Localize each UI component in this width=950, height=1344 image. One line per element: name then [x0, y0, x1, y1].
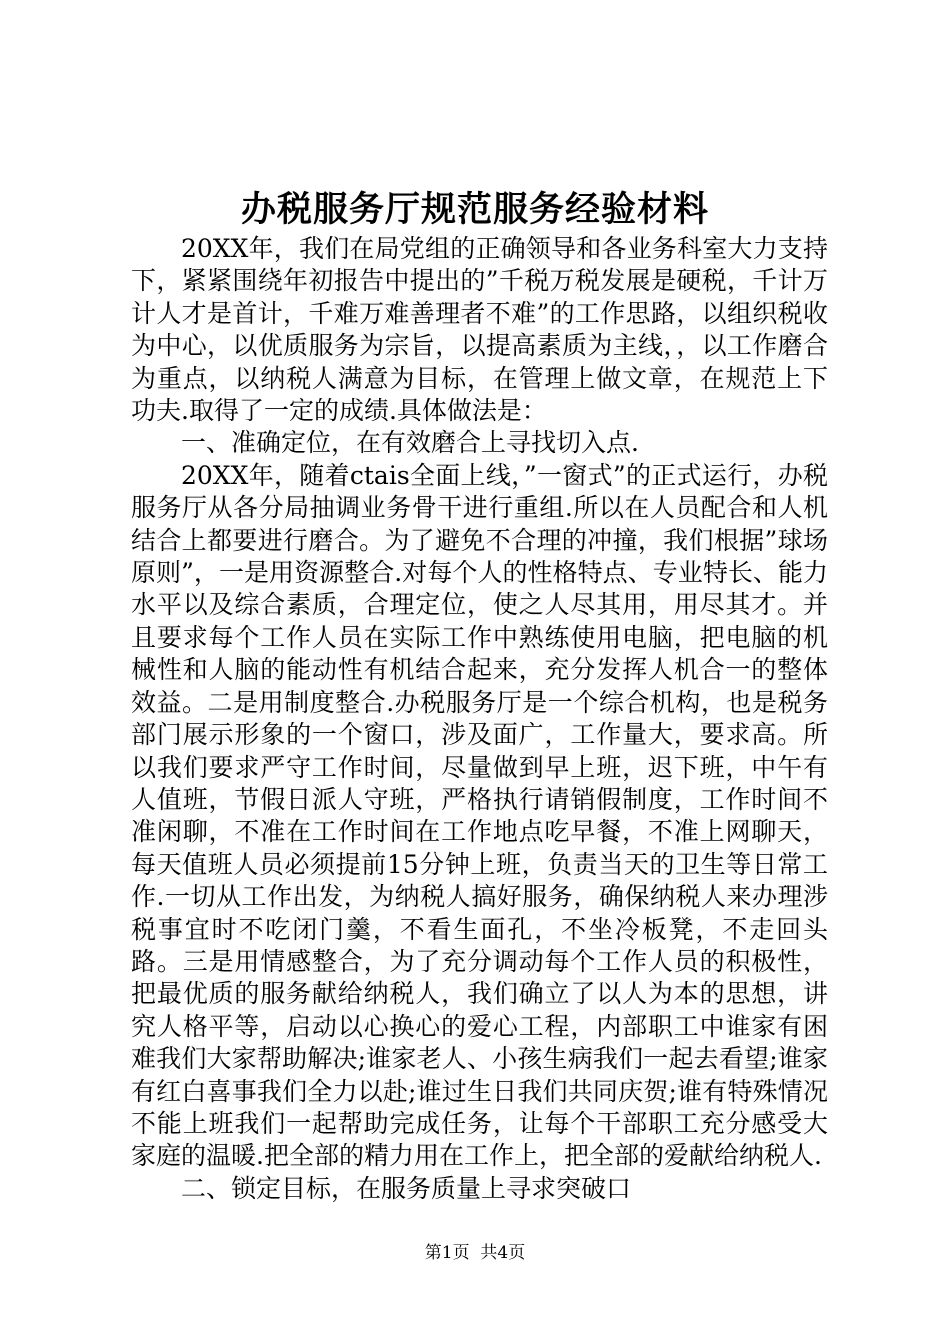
- document-body: [131, 233, 828, 1205]
- paragraph-intro: 20XX年，我们在局党组的正确领导和各业务科室大力支持下，紧紧围绕年初报告中提出的”千税万税发展是硬税，千计万计人才是首计，千难万难善理者不难”的工作思路，以组织税收为中心，以优质服务为宗旨，以提高素质为主线，，以工作磨合为重点，以纳税人满意为目标，在管理上做文章，在规范上下功夫.取得了一定的成绩.具体做法是：: [131, 234, 828, 426]
- document-title: 办税服务厅规范服务经验材料: [240, 189, 709, 230]
- section-heading-1: 一、准确定位，在有效磨合上寻找切入点.: [181, 428, 639, 458]
- paragraph-section-1: 20XX年，随着ctais全面上线，”一窗式”的正式运行，办税服务厅从各分局抽调业务骨干进行重组.所以在人员配合和人机结合上都要进行磨合。为了避免不合理的冲撞，我们根据”球场原则”，一是用资源整合.对每个人的性格特点、专业特长、能力水平以及综合素质，合理定位，使之人尽其用，用尽其才。并且要求每个工作人员在实际工作中熟练使用电脑，把电脑的机械性和人脑的能动性有机结合起来，充分发挥人机合一的整体效益。二是用制度整合.办税服务厅是一个综合机构，也是税务部门展示形象的一个窗口，涉及面广，工作量大，要求高。所以我们要求严守工作时间，尽量做到早上班，迟下班，中午有人值班，节假日派人守班，严格执行请销假制度，工作时间不准闲聊，不准在工作时间在工作地点吃早餐，不准上网聊天，每天值班人员必须提前15分钟上班，负责当天的卫生等日常工作.一切从工作出发，为纳税人搞好服务，确保纳税人来办理涉税事宜时不吃闭门羹，不看生面孔，不坐冷板凳，不走回头路。三是用情感整合，为了充分调动每个工作人员的积极性，把最优质的服务献给纳税人，我们确立了以人为本的思想，讲究人格平等，启动以心换心的爱心工程，内部职工中谁家有困难我们大家帮助解决;谁家老人、小孩生病我们一起去看望;谁家有红白喜事我们全力以赴;谁过生日我们共同庆贺;谁有特殊情况不能上班我们一起帮助完成任务，让每个干部职工充分感受大家庭的温暖.把全部的精力用在工作上，把全部的爱献给纳税人.: [131, 460, 828, 1171]
- page-footer: [0, 1241, 950, 1265]
- page-total: 共4页: [480, 1243, 526, 1263]
- page-number: 第1页: [424, 1243, 470, 1263]
- section-heading-2: 二、锁定目标，在服务质量上寻求突破口: [181, 1173, 632, 1203]
